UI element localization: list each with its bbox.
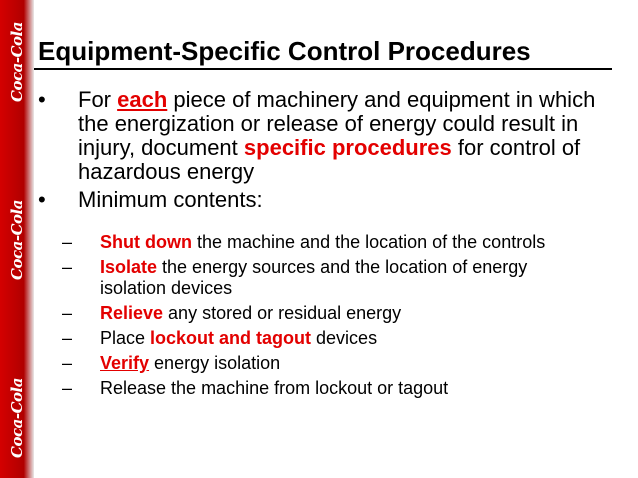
highlight-each: each [117,87,168,112]
bullet-marker: • [38,187,46,212]
sub-item [62,303,582,324]
bullet-list [38,88,598,216]
sub-item [62,328,582,349]
sub-item [62,257,582,299]
sub-bullet-list [62,232,582,403]
bullet-text: piece of machinery and equipment in which the energization or release of energy could result in injury, document [78,87,596,160]
coca-cola-logo: Coca-Cola [8,22,27,102]
sub-item-text: the energy sources and the location of energy isolation devices [100,257,528,298]
dash-marker: – [62,378,73,398]
brand-sidebar [0,0,34,478]
highlight-shut-down: Shut down [100,232,192,252]
sub-item [62,378,582,399]
highlight-verify: Verify [100,353,150,373]
sub-item [62,232,582,253]
dash-marker: – [62,303,73,323]
sub-item-text: energy isolation [149,353,281,373]
sub-item-text: any stored or residual energy [163,303,402,323]
bullet-text: Minimum contents: [78,187,263,212]
coca-cola-logo: Coca-Cola [8,200,27,280]
bullet-text: for control of hazardous energy [78,135,581,184]
highlight-lockout-tagout: lockout and tagout [150,328,312,348]
slide-title: Equipment-Specific Control Procedures [38,36,531,66]
highlight-relieve: Relieve [100,303,164,323]
sub-item-text: Release the machine from lockout or tagout [100,378,449,398]
highlight-isolate: Isolate [100,257,158,277]
title-underline [34,68,612,70]
sub-item [62,353,582,374]
highlight-specific-procedures: specific procedures [243,135,452,160]
dash-marker: – [62,232,73,252]
sub-item-text: the machine and the location of the controls [191,232,546,252]
bullet-text: For [78,87,118,112]
dash-marker: – [62,328,73,348]
bullet-item [38,88,598,184]
sub-item-text: Place [100,328,151,348]
bullet-marker: • [38,87,46,112]
dash-marker: – [62,353,73,373]
coca-cola-logo: Coca-Cola [8,378,27,458]
sub-item-text: devices [311,328,378,348]
dash-marker: – [62,257,73,277]
bullet-item [38,188,598,212]
